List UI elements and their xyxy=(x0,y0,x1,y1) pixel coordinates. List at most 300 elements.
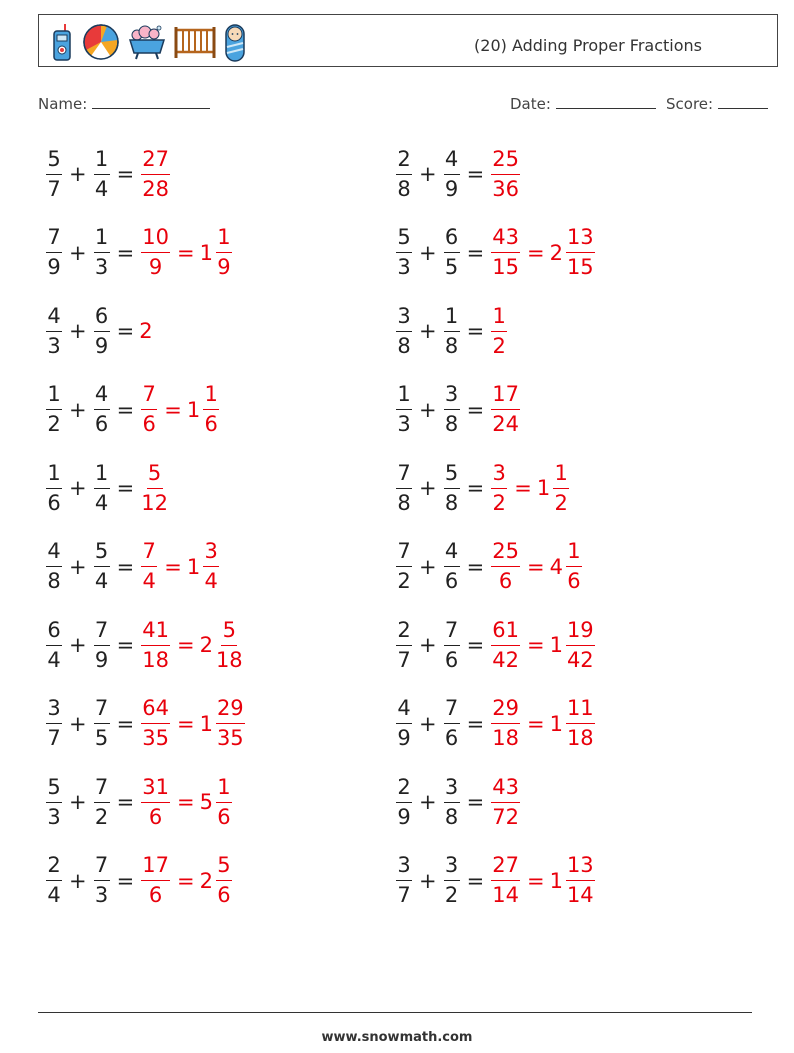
addend-1-numerator: 7 xyxy=(396,541,412,567)
addend-1 xyxy=(396,855,412,906)
answer-fraction-numerator: 17 xyxy=(491,384,520,410)
addend-1-denominator: 7 xyxy=(47,726,61,750)
answer-fraction-numerator: 61 xyxy=(491,620,520,646)
addend-2-denominator: 6 xyxy=(444,647,459,672)
answer-fraction xyxy=(141,774,170,829)
addend-1-denominator: 2 xyxy=(47,412,61,436)
addend-2 xyxy=(94,146,110,201)
answer-fraction-numerator: 27 xyxy=(491,855,520,881)
addend-1 xyxy=(396,303,412,358)
answer-fraction-numerator: 27 xyxy=(141,149,170,175)
plus-sign: + xyxy=(419,711,437,736)
mixed-fraction-numerator: 19 xyxy=(566,620,595,646)
addend-2-numerator: 1 xyxy=(94,227,110,253)
plus-sign: + xyxy=(69,240,87,265)
addend-1 xyxy=(46,303,62,358)
answer-fraction-numerator: 41 xyxy=(141,620,170,646)
addend-2-denominator: 4 xyxy=(94,490,109,515)
addend-1 xyxy=(46,698,62,749)
addend-1-numerator: 3 xyxy=(46,698,62,724)
addend-2-denominator: 6 xyxy=(444,569,459,593)
baby-bath-icon xyxy=(127,22,167,62)
equals-sign: = xyxy=(116,162,135,186)
answer-fraction-denominator: 24 xyxy=(492,412,519,436)
mixed-fraction xyxy=(566,617,595,672)
addend-1-numerator: 2 xyxy=(396,149,412,175)
mixed-fraction-numerator: 1 xyxy=(216,227,232,253)
addend-2 xyxy=(444,303,460,358)
answer-fraction-numerator: 25 xyxy=(491,149,520,175)
mixed-whole: 1 xyxy=(549,868,563,893)
answer-fraction xyxy=(141,146,170,201)
answer-fraction xyxy=(491,384,520,435)
plus-sign: + xyxy=(419,240,437,265)
equals-sign: = xyxy=(116,790,135,814)
addend-2 xyxy=(444,384,460,435)
addend-2 xyxy=(94,227,110,278)
addend-1 xyxy=(396,146,412,201)
answer-equals-sign: = xyxy=(176,633,195,657)
addend-1-denominator: 3 xyxy=(47,333,61,358)
mixed-whole: 5 xyxy=(199,790,213,814)
addend-1-denominator: 8 xyxy=(397,490,411,515)
addend-2-numerator: 1 xyxy=(94,149,110,175)
addend-2-numerator: 1 xyxy=(444,306,460,332)
plus-sign: + xyxy=(69,711,87,736)
answer-equals-sign: = xyxy=(526,240,545,265)
mixed-fraction-denominator: 6 xyxy=(567,569,581,593)
name-field[interactable] xyxy=(38,94,210,113)
mixed-fraction xyxy=(203,384,219,435)
answer-fraction-numerator: 43 xyxy=(491,227,520,253)
mixed-fraction-numerator: 1 xyxy=(553,463,569,489)
problem-item xyxy=(44,771,234,833)
beach-ball-icon xyxy=(81,22,121,62)
plus-sign: + xyxy=(69,319,87,343)
addend-2-denominator: 6 xyxy=(94,412,109,436)
crib-icon xyxy=(173,22,217,62)
answer-fraction xyxy=(141,227,170,278)
addend-2 xyxy=(94,541,110,592)
mixed-fraction xyxy=(566,541,582,592)
mixed-fraction xyxy=(566,227,595,278)
equals-sign: = xyxy=(116,554,135,579)
mixed-whole: 1 xyxy=(199,240,213,265)
mixed-fraction-denominator: 18 xyxy=(215,647,243,672)
score-field[interactable] xyxy=(666,94,768,113)
addend-1-numerator: 2 xyxy=(396,777,412,803)
addend-2-numerator: 4 xyxy=(94,384,110,410)
answer-equals-sign: = xyxy=(526,633,545,657)
plus-sign: + xyxy=(419,319,437,343)
equals-sign: = xyxy=(116,711,135,736)
name-label: Name: xyxy=(38,95,88,113)
addend-2 xyxy=(94,384,110,435)
mixed-fraction-numerator: 11 xyxy=(566,698,595,724)
date-label: Date: xyxy=(510,95,551,113)
answer-fraction xyxy=(491,855,520,906)
answer-fraction xyxy=(491,146,520,201)
answer-fraction xyxy=(491,460,507,515)
answer-fraction-denominator: 9 xyxy=(148,255,163,279)
mixed-fraction-numerator: 1 xyxy=(203,384,219,410)
addend-2-numerator: 6 xyxy=(444,227,460,253)
problem-item xyxy=(394,300,509,362)
answer-equals-sign: = xyxy=(176,790,195,814)
addend-1-denominator: 8 xyxy=(47,569,61,593)
mixed-fraction-denominator: 9 xyxy=(217,255,231,279)
answer-fraction-denominator: 6 xyxy=(148,883,163,907)
equals-sign: = xyxy=(116,868,135,893)
addend-2-denominator: 9 xyxy=(94,333,109,358)
date-blank[interactable] xyxy=(556,94,656,109)
addend-2-denominator: 4 xyxy=(94,569,109,593)
mixed-fraction-denominator: 42 xyxy=(566,647,594,672)
addend-1-numerator: 2 xyxy=(396,620,412,646)
answer-fraction-denominator: 14 xyxy=(492,883,519,907)
addend-2 xyxy=(94,460,110,515)
addend-1-denominator: 6 xyxy=(47,490,61,515)
addend-2-denominator: 3 xyxy=(94,255,109,279)
addend-2-numerator: 4 xyxy=(444,149,460,175)
problem-item xyxy=(394,614,597,676)
mixed-fraction-denominator: 6 xyxy=(204,412,218,436)
answer-equals-sign: = xyxy=(164,397,182,422)
addend-1 xyxy=(46,460,62,515)
addend-2 xyxy=(444,855,460,906)
equals-sign: = xyxy=(466,240,485,265)
addend-2-denominator: 5 xyxy=(94,726,109,750)
worksheet-header xyxy=(38,14,778,67)
mixed-whole: 1 xyxy=(186,554,201,579)
answer-fraction-numerator: 17 xyxy=(141,855,170,881)
mixed-fraction-numerator: 29 xyxy=(216,698,245,724)
addend-1 xyxy=(46,227,62,278)
problem-item xyxy=(394,771,522,833)
addend-2 xyxy=(94,617,110,672)
addend-2 xyxy=(444,774,460,829)
plus-sign: + xyxy=(419,633,437,657)
problem-item xyxy=(44,614,245,676)
mixed-fraction xyxy=(216,698,245,749)
plus-sign: + xyxy=(69,397,87,422)
equals-sign: = xyxy=(116,476,135,500)
mixed-fraction xyxy=(553,460,569,515)
addend-1-numerator: 5 xyxy=(46,777,62,803)
equals-sign: = xyxy=(116,633,135,657)
mixed-whole: 2 xyxy=(549,240,563,265)
equals-sign: = xyxy=(116,240,135,265)
plus-sign: + xyxy=(69,790,87,814)
problem-item xyxy=(394,143,522,205)
answer-fraction-denominator: 42 xyxy=(492,647,519,672)
mixed-fraction xyxy=(566,698,595,749)
answer-fraction-denominator: 35 xyxy=(142,726,169,750)
addend-1 xyxy=(396,698,412,749)
plus-sign: + xyxy=(419,162,437,186)
plus-sign: + xyxy=(419,476,437,500)
mixed-fraction-numerator: 13 xyxy=(566,227,595,253)
mixed-fraction xyxy=(566,855,595,906)
answer-fraction-denominator: 2 xyxy=(492,333,506,358)
addend-1 xyxy=(396,460,412,515)
answer-fraction-numerator: 10 xyxy=(141,227,170,253)
addend-2-numerator: 6 xyxy=(94,306,110,332)
addend-2-numerator: 3 xyxy=(444,384,460,410)
addend-1-denominator: 3 xyxy=(397,412,411,436)
addend-2-numerator: 3 xyxy=(444,855,460,881)
addend-2-denominator: 3 xyxy=(94,883,109,907)
answer-fraction xyxy=(491,774,520,829)
plus-sign: + xyxy=(69,554,87,579)
answer-fraction-numerator: 43 xyxy=(491,777,520,803)
addend-1-numerator: 4 xyxy=(46,541,62,567)
addend-2 xyxy=(94,855,110,906)
mixed-fraction-denominator: 15 xyxy=(566,255,594,279)
date-field[interactable] xyxy=(510,94,656,113)
answer-fraction xyxy=(141,541,157,592)
addend-1-denominator: 9 xyxy=(397,804,411,829)
mixed-whole: 2 xyxy=(199,633,213,657)
score-label: Score: xyxy=(666,95,714,113)
addend-1 xyxy=(396,384,412,435)
addend-2 xyxy=(94,774,110,829)
mixed-fraction-numerator: 1 xyxy=(216,777,232,803)
answer-fraction-denominator: 18 xyxy=(492,726,519,750)
addend-1 xyxy=(396,617,412,672)
addend-1-numerator: 1 xyxy=(46,463,62,489)
addend-1-numerator: 4 xyxy=(46,306,62,332)
addend-1 xyxy=(46,384,62,435)
mixed-fraction xyxy=(203,541,219,592)
addend-1-denominator: 8 xyxy=(397,176,411,201)
addend-2-denominator: 2 xyxy=(444,883,459,907)
answer-fraction xyxy=(491,698,520,749)
addend-2-numerator: 5 xyxy=(444,463,460,489)
addend-1-numerator: 1 xyxy=(46,384,62,410)
problem-item xyxy=(44,143,172,205)
plus-sign: + xyxy=(419,554,437,579)
answer-fraction-numerator: 5 xyxy=(147,463,163,489)
mixed-fraction xyxy=(215,617,243,672)
addend-2-numerator: 1 xyxy=(94,463,110,489)
addend-2-denominator: 8 xyxy=(444,412,459,436)
addend-1-numerator: 1 xyxy=(396,384,412,410)
header-icons xyxy=(49,21,247,63)
addend-2 xyxy=(94,303,110,358)
problem-item xyxy=(394,536,584,598)
answer-fraction-denominator: 28 xyxy=(142,176,169,201)
answer-fraction xyxy=(141,384,157,435)
plus-sign: + xyxy=(419,868,437,893)
baby-monitor-icon xyxy=(49,22,75,62)
addend-1-numerator: 5 xyxy=(396,227,412,253)
addend-2-numerator: 3 xyxy=(444,777,460,803)
answer-fraction-denominator: 18 xyxy=(142,647,169,672)
answer-equals-sign: = xyxy=(176,868,195,893)
answer-fraction-denominator: 2 xyxy=(492,490,506,515)
mixed-whole: 4 xyxy=(549,554,563,579)
mixed-fraction-denominator: 2 xyxy=(554,490,568,515)
answer-fraction-numerator: 31 xyxy=(141,777,170,803)
problem-item xyxy=(44,536,221,598)
answer-fraction xyxy=(491,541,520,592)
problem-item xyxy=(44,379,221,441)
addend-1-denominator: 7 xyxy=(397,883,411,907)
addend-2-denominator: 5 xyxy=(444,255,459,279)
mixed-fraction-numerator: 13 xyxy=(566,855,595,881)
equals-sign: = xyxy=(466,633,485,657)
answer-fraction xyxy=(491,617,520,672)
mixed-fraction-denominator: 18 xyxy=(566,726,594,750)
mixed-fraction-denominator: 4 xyxy=(204,569,218,593)
addend-1-denominator: 9 xyxy=(47,255,61,279)
mixed-whole: 1 xyxy=(199,711,213,736)
answer-fraction-denominator: 15 xyxy=(492,255,519,279)
addend-1 xyxy=(46,146,62,201)
name-blank[interactable] xyxy=(92,94,210,109)
addend-2-numerator: 7 xyxy=(94,777,110,803)
addend-1-denominator: 9 xyxy=(397,726,411,750)
problem-item xyxy=(44,693,247,755)
addend-1 xyxy=(396,541,412,592)
addend-1-numerator: 2 xyxy=(46,855,62,881)
answer-fraction xyxy=(491,227,520,278)
addend-2-numerator: 7 xyxy=(444,698,460,724)
mixed-fraction xyxy=(216,227,232,278)
problem-item xyxy=(44,457,170,519)
equals-sign: = xyxy=(466,476,485,500)
addend-2 xyxy=(444,698,460,749)
addend-2-denominator: 9 xyxy=(444,176,459,201)
equals-sign: = xyxy=(466,711,485,736)
answer-whole: 2 xyxy=(139,319,153,343)
addend-1-numerator: 6 xyxy=(46,620,62,646)
addend-1 xyxy=(46,774,62,829)
addend-1 xyxy=(396,227,412,278)
equals-sign: = xyxy=(116,319,135,343)
mixed-fraction-numerator: 3 xyxy=(203,541,219,567)
addend-2 xyxy=(444,146,460,201)
addend-2-denominator: 8 xyxy=(444,333,459,358)
answer-equals-sign: = xyxy=(176,711,195,736)
addend-2-denominator: 4 xyxy=(94,176,109,201)
addend-2-numerator: 7 xyxy=(444,620,460,646)
plus-sign: + xyxy=(69,868,87,893)
addend-1-numerator: 3 xyxy=(396,855,412,881)
addend-2-numerator: 5 xyxy=(94,541,110,567)
mixed-fraction-numerator: 5 xyxy=(221,620,237,646)
addend-1-numerator: 3 xyxy=(396,306,412,332)
mixed-fraction-denominator: 6 xyxy=(217,804,231,829)
answer-fraction xyxy=(141,617,170,672)
answer-equals-sign: = xyxy=(176,240,195,265)
answer-fraction-numerator: 3 xyxy=(491,463,507,489)
equals-sign: = xyxy=(466,162,485,186)
addend-1 xyxy=(46,541,62,592)
problem-item xyxy=(394,693,597,755)
answer-equals-sign: = xyxy=(526,868,545,893)
answer-fraction xyxy=(491,303,507,358)
answer-fraction-numerator: 25 xyxy=(491,541,520,567)
addend-1 xyxy=(46,855,62,906)
worksheet-title: (20) Adding Proper Fractions xyxy=(474,36,702,55)
equals-sign: = xyxy=(466,397,485,422)
addend-2-denominator: 6 xyxy=(444,726,459,750)
answer-fraction-denominator: 6 xyxy=(148,804,163,829)
answer-equals-sign: = xyxy=(526,711,545,736)
footer-url: www.snowmath.com xyxy=(321,1030,473,1045)
addend-1-numerator: 5 xyxy=(46,149,62,175)
plus-sign: + xyxy=(69,162,87,186)
addend-1-denominator: 7 xyxy=(47,176,61,201)
mixed-whole: 1 xyxy=(549,711,563,736)
answer-equals-sign: = xyxy=(164,554,182,579)
mixed-fraction xyxy=(216,855,232,906)
addend-1-denominator: 3 xyxy=(47,804,61,829)
problem-item xyxy=(44,222,234,284)
answer-fraction-numerator: 64 xyxy=(141,698,170,724)
swaddled-baby-icon xyxy=(223,21,247,63)
addend-2-denominator: 9 xyxy=(94,647,109,672)
problem-item xyxy=(394,379,522,441)
addend-1 xyxy=(46,617,62,672)
equals-sign: = xyxy=(466,319,485,343)
answer-fraction-denominator: 12 xyxy=(141,490,168,515)
answer-fraction xyxy=(141,460,168,515)
addend-2 xyxy=(444,617,460,672)
problem-item xyxy=(44,300,153,362)
addend-2 xyxy=(444,541,460,592)
addend-2-numerator: 7 xyxy=(94,698,110,724)
addend-1-denominator: 7 xyxy=(397,647,411,672)
problem-item xyxy=(394,457,571,519)
problem-item xyxy=(44,850,234,912)
answer-fraction xyxy=(141,698,170,749)
addend-2 xyxy=(94,698,110,749)
addend-1-numerator: 7 xyxy=(46,227,62,253)
addend-1-denominator: 2 xyxy=(397,569,411,593)
addend-2-denominator: 8 xyxy=(444,804,459,829)
addend-2-numerator: 7 xyxy=(94,855,110,881)
plus-sign: + xyxy=(69,476,87,500)
addend-2-numerator: 7 xyxy=(94,620,110,646)
mixed-whole: 2 xyxy=(199,868,213,893)
answer-fraction xyxy=(141,855,170,906)
addend-1-numerator: 7 xyxy=(396,463,412,489)
mixed-whole: 1 xyxy=(549,633,563,657)
plus-sign: + xyxy=(69,633,87,657)
answer-fraction-denominator: 6 xyxy=(498,569,513,593)
mixed-fraction-denominator: 6 xyxy=(217,883,231,907)
answer-fraction-numerator: 1 xyxy=(491,306,507,332)
addend-1-denominator: 4 xyxy=(47,883,61,907)
answer-fraction-denominator: 36 xyxy=(492,176,519,201)
problem-item xyxy=(394,222,597,284)
answer-fraction-numerator: 7 xyxy=(141,384,157,410)
score-blank[interactable] xyxy=(718,94,768,109)
mixed-whole: 1 xyxy=(536,476,551,500)
answer-fraction-numerator: 29 xyxy=(491,698,520,724)
answer-equals-sign: = xyxy=(526,554,545,579)
answer-fraction-denominator: 4 xyxy=(142,569,156,593)
plus-sign: + xyxy=(419,397,437,422)
equals-sign: = xyxy=(466,554,485,579)
problem-item xyxy=(394,850,597,912)
addend-1-denominator: 3 xyxy=(397,255,411,279)
mixed-fraction-numerator: 5 xyxy=(216,855,232,881)
answer-fraction-numerator: 7 xyxy=(141,541,157,567)
